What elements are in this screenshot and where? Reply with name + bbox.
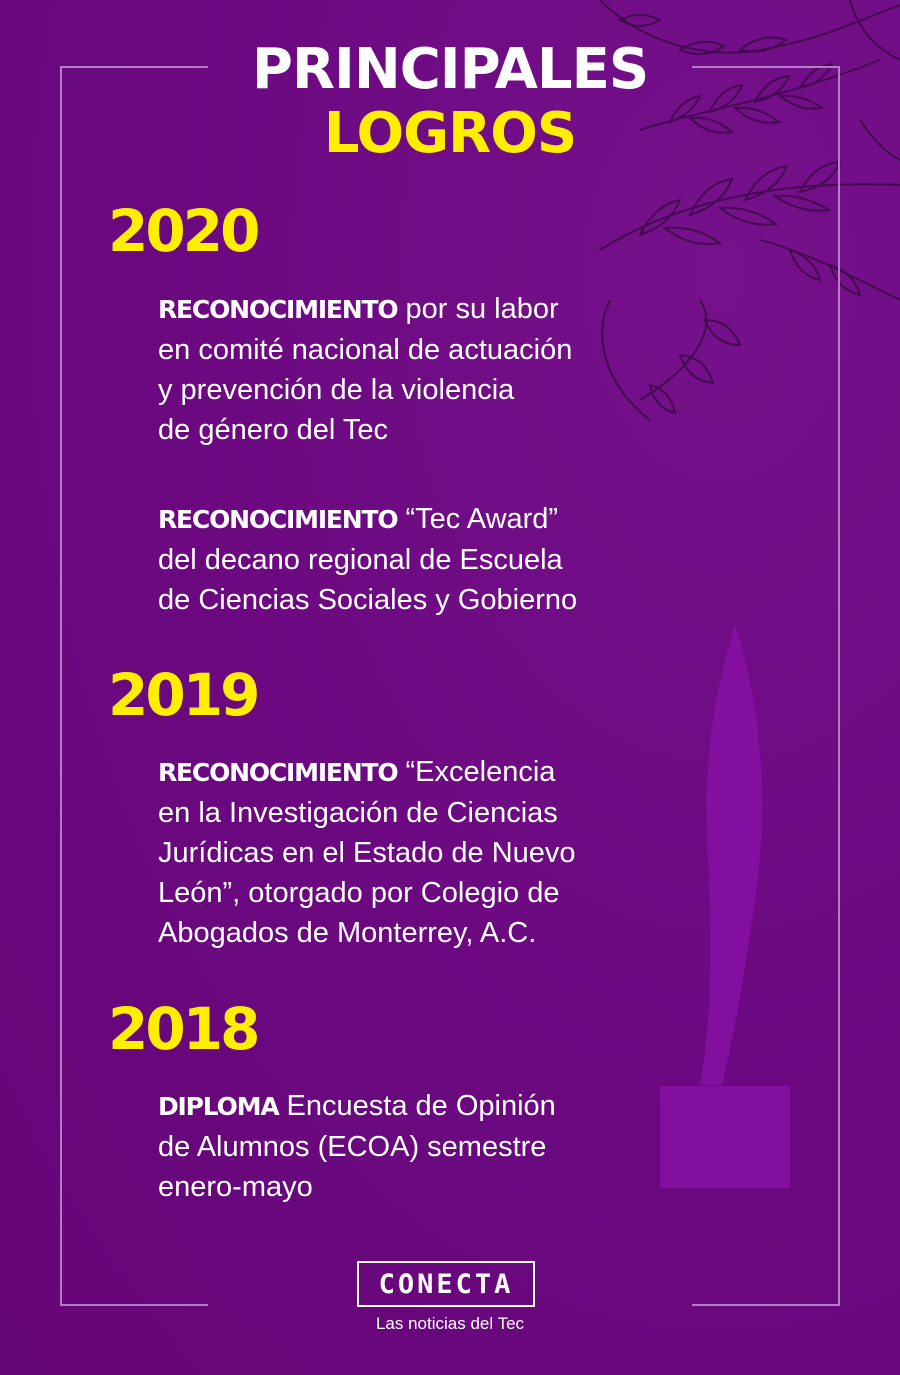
achievement-2018-1: [158, 1086, 678, 1207]
achievement-text: Encuesta de Opinión: [278, 1090, 556, 1122]
achievement-line: en la Investigación de Ciencias: [158, 797, 558, 829]
logo-tagline: Las noticias del Tec: [375, 1314, 525, 1333]
achievement-text: “Excelencia: [397, 756, 556, 788]
frame-bottom-right: [692, 1304, 840, 1306]
achievement-text: por su labor: [397, 293, 559, 325]
achievement-line: en comité nacional de actuación: [158, 334, 573, 366]
title-principales: PRINCIPALES: [251, 37, 649, 102]
achievement-line: de Ciencias Sociales y Gobierno: [158, 584, 578, 616]
logo-text: CONECTA: [378, 1268, 514, 1300]
year-2018: 2018: [108, 995, 258, 1063]
achievement-2020-1: [158, 289, 678, 450]
achievement-line: enero-mayo: [158, 1171, 313, 1203]
frame-left: [60, 66, 62, 1306]
achievement-line: [158, 289, 678, 330]
achievement-line: León”, otorgado por Colegio de: [158, 877, 560, 909]
achievement-line: de género del Tec: [158, 414, 389, 446]
achievement-line: y prevención de la violencia: [158, 374, 515, 406]
achievement-2019-1: [158, 752, 678, 953]
achievement-line: del decano regional de Escuela: [158, 544, 563, 576]
year-2020: 2020: [108, 197, 258, 265]
title-logros: LOGROS: [323, 101, 577, 166]
achievement-lead: DIPLOMA: [158, 1092, 279, 1121]
achievement-text: “Tec Award”: [397, 503, 559, 535]
achievement-line: [158, 499, 678, 540]
achievement-line: [158, 1086, 678, 1127]
achievement-lead: RECONOCIMIENTO: [158, 758, 398, 787]
year-2019: 2019: [108, 661, 258, 729]
achievement-line: [158, 752, 678, 793]
frame-right: [838, 66, 840, 1306]
conecta-logo: [357, 1261, 535, 1307]
achievement-line: de Alumnos (ECOA) semestre: [158, 1131, 547, 1163]
achievement-line: Jurídicas en el Estado de Nuevo: [158, 837, 576, 869]
achievement-line: Abogados de Monterrey, A.C.: [158, 917, 537, 949]
achievement-lead: RECONOCIMIENTO: [158, 295, 398, 324]
frame-bottom-left: [60, 1304, 208, 1306]
achievement-2020-2: [158, 499, 678, 620]
achievement-lead: RECONOCIMIENTO: [158, 505, 398, 534]
